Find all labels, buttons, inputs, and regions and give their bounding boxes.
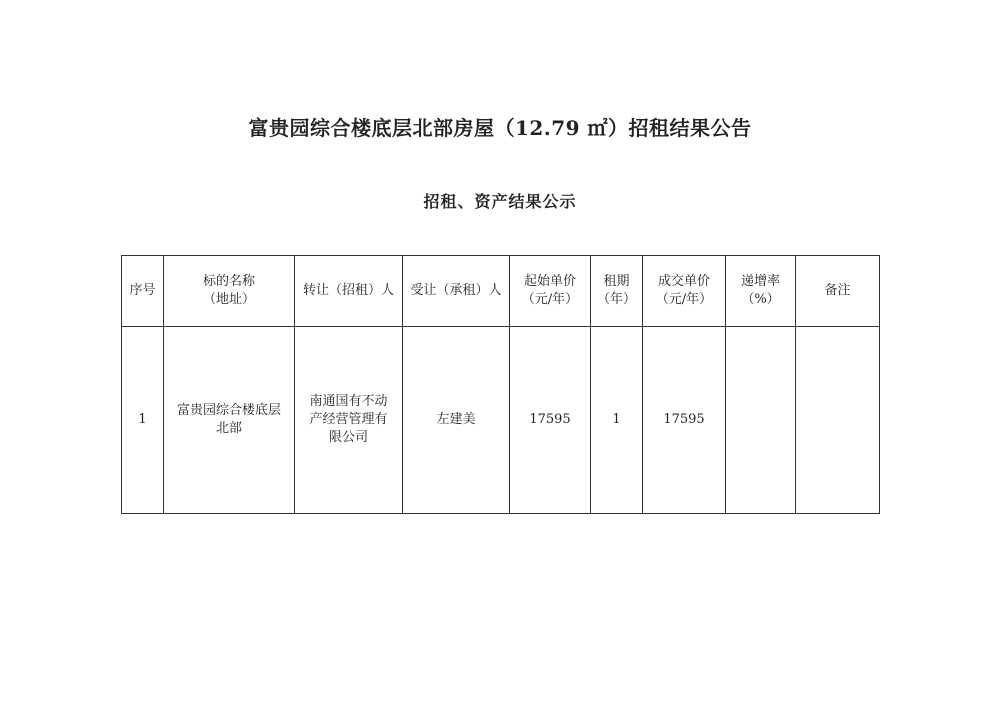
header-deal-price [643,256,726,327]
header-lessor-label: 转让（招租）人 [302,283,394,298]
cell-remark [796,327,880,514]
cell-asset-name-line: 富贵园综合楼底层 [176,403,281,418]
cell-term: 1 [591,327,643,514]
document-title: 富贵园综合楼底层北部房屋（12.79 ㎡）招租结果公告 [248,116,752,140]
header-asset-name-sublabel: （地址） [202,292,255,307]
header-start-price-label: 起始单价 [523,274,576,289]
cell-increase-rate [726,327,796,514]
header-index-label: 序号 [129,283,156,298]
header-term-unit: （年） [596,292,636,307]
cell-index: 1 [122,327,164,514]
header-asset-name [164,256,295,327]
header-lessee [403,256,510,327]
cell-lessor [295,327,403,514]
header-asset-name-label: 标的名称 [202,274,255,289]
table-row [122,327,880,514]
cell-deal-price: 17595 [643,327,726,514]
cell-asset-name-line: 北部 [215,421,242,436]
cell-start-price: 17595 [510,327,591,514]
header-index [122,256,164,327]
header-remark-label: 备注 [824,283,851,298]
document-subtitle: 招租、资产结果公示 [423,192,577,211]
header-lessee-label: 受让（承租）人 [410,283,502,298]
header-start-price-unit: （元/年） [521,292,579,307]
header-remark [796,256,880,327]
header-lessor [295,256,403,327]
header-deal-price-label: 成交单价 [657,274,710,289]
header-term [591,256,643,327]
cell-lessor-line: 限公司 [328,430,368,445]
table-header-row [122,256,880,327]
header-start-price [510,256,591,327]
header-increase-rate [726,256,796,327]
cell-lessee: 左建美 [403,327,510,514]
header-increase-rate-unit: （%） [741,292,780,307]
result-table [121,255,880,514]
header-increase-rate-label: 递增率 [740,274,780,289]
cell-lessor-line: 产经营管理有 [309,412,388,427]
cell-asset-name [164,327,295,514]
cell-lessor-line: 南通国有不动 [309,394,388,409]
header-deal-price-unit: （元/年） [655,292,713,307]
header-term-label: 租期 [603,274,630,289]
